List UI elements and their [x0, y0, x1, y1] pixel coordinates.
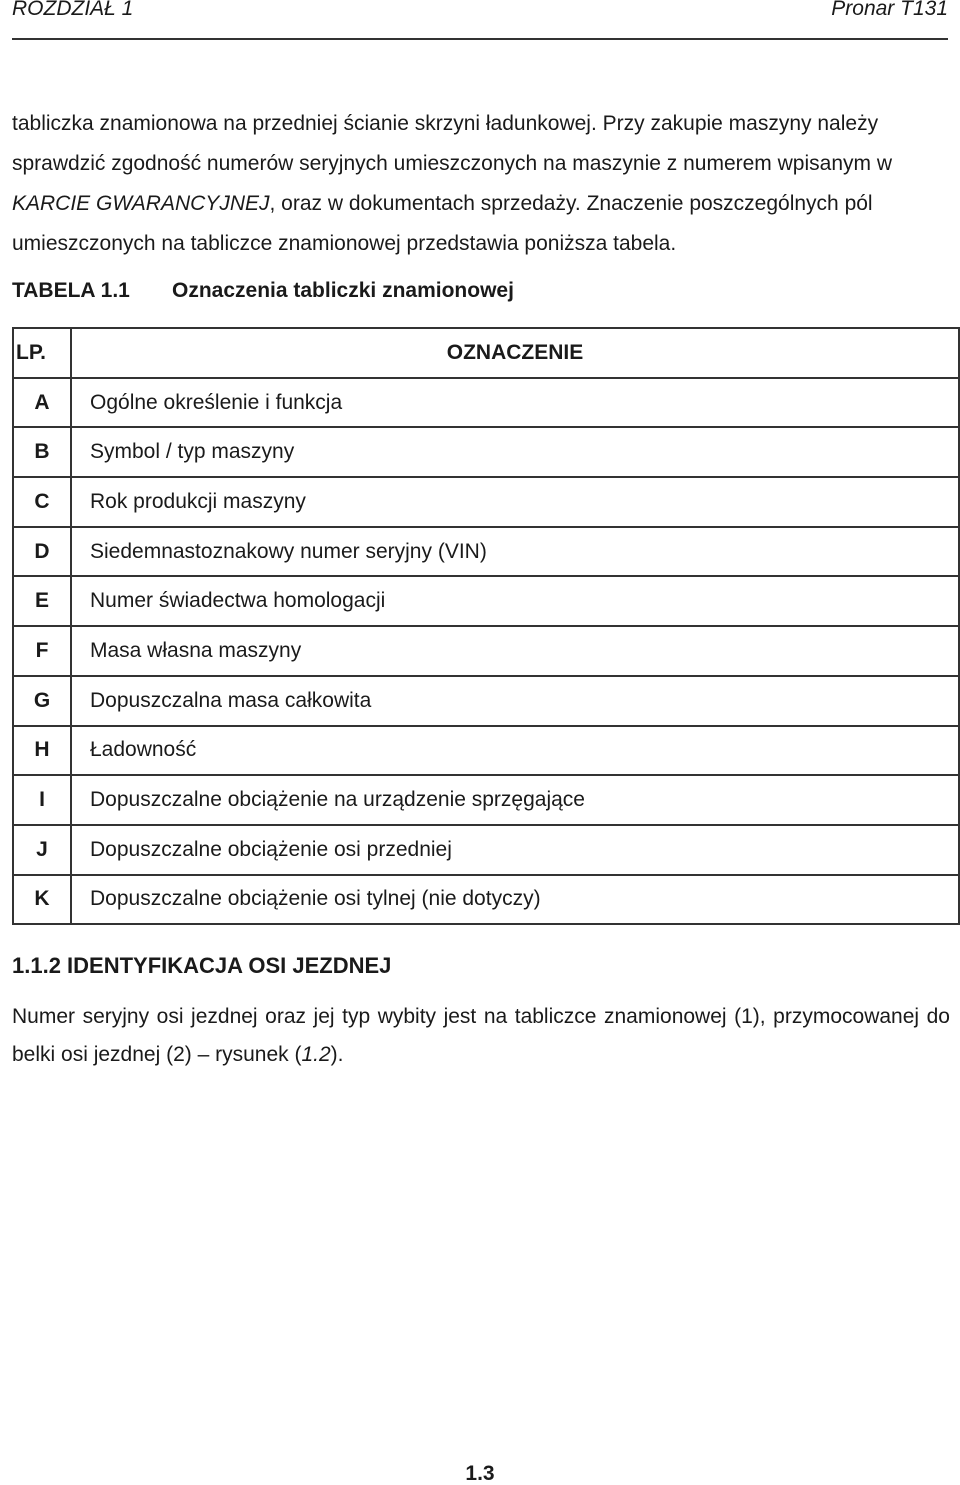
row-desc: Numer świadectwa homologacji [71, 576, 959, 626]
section-text-1: Numer seryjny osi jezdnej oraz jej typ wybity jest na tabliczce znamionowej (1), przymocowanej do belki osi jezdnej (2) – rysunek ( [12, 1005, 950, 1066]
product-name: Pronar T131 [831, 0, 948, 20]
row-lp: I [13, 775, 71, 825]
section-heading: 1.1.2 IDENTYFIKACJA OSI JEZDNEJ [12, 953, 392, 978]
figure-reference: 1.2 [301, 1043, 331, 1066]
header-oznaczenie: OZNACZENIE [71, 328, 959, 378]
intro-text-1: tabliczka znamionowa na przedniej ścianie skrzyni ładunkowej. Przy zakupie maszyny należy sprawdzić zgodność numerów seryjnych umieszczonych na maszynie z numerem wpisanym w [12, 112, 893, 175]
nameplate-table [12, 327, 960, 925]
page-number: 1.3 [465, 1462, 495, 1485]
intro-paragraph [12, 104, 950, 264]
row-desc: Dopuszczalne obciążenie osi tylnej (nie dotyczy) [71, 875, 959, 925]
table-header-row [13, 328, 959, 378]
row-desc: Dopuszczalne obciążenie osi przedniej [71, 825, 959, 875]
row-lp: K [13, 875, 71, 925]
table-title: Oznaczenia tabliczki znamionowej [172, 279, 514, 302]
row-lp: A [13, 378, 71, 428]
intro-italic: KARCIE GWARANCYJNEJ [12, 192, 270, 215]
row-desc: Siedemnastoznakowy numer seryjny (VIN) [71, 527, 959, 577]
row-lp: F [13, 626, 71, 676]
row-lp: D [13, 527, 71, 577]
table-row [13, 825, 959, 875]
row-desc: Dopuszczalna masa całkowita [71, 676, 959, 726]
row-desc: Symbol / typ maszyny [71, 427, 959, 477]
row-desc: Ogólne określenie i funkcja [71, 378, 959, 428]
row-desc: Dopuszczalne obciążenie na urządzenie sprzęgające [71, 775, 959, 825]
table-row [13, 477, 959, 527]
intro-text-2: , oraz w dokumentach sprzedaży. Znaczenie poszczególnych pól umieszczonych na tabliczce znamionowej przedstawia poniższa tabela. [12, 192, 873, 255]
table-row [13, 427, 959, 477]
table-row [13, 676, 959, 726]
section-text-2: ). [330, 1043, 344, 1066]
table-caption [12, 275, 514, 307]
table-row [13, 378, 959, 428]
row-desc: Ładowność [71, 726, 959, 776]
section-paragraph [12, 998, 950, 1074]
row-lp: J [13, 825, 71, 875]
table-number: TABELA 1.1 [12, 279, 130, 302]
page-header [12, 0, 948, 40]
table-row [13, 775, 959, 825]
row-desc: Masa własna maszyny [71, 626, 959, 676]
table-row [13, 527, 959, 577]
table-row [13, 726, 959, 776]
table-row [13, 576, 959, 626]
row-desc: Rok produkcji maszyny [71, 477, 959, 527]
table-row [13, 626, 959, 676]
header-lp: LP. [13, 328, 71, 378]
table-row [13, 875, 959, 925]
row-lp: H [13, 726, 71, 776]
row-lp: B [13, 427, 71, 477]
row-lp: C [13, 477, 71, 527]
row-lp: G [13, 676, 71, 726]
chapter-label: ROZDZIAŁ 1 [12, 0, 134, 20]
row-lp: E [13, 576, 71, 626]
